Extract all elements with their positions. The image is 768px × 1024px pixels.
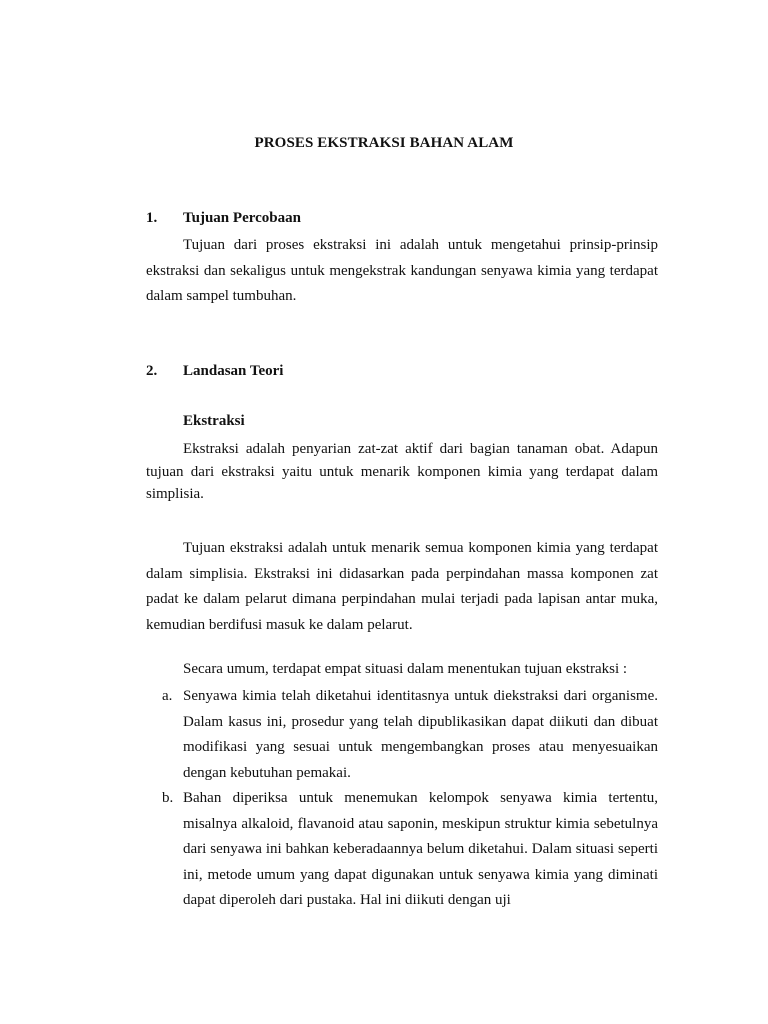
paragraph-text: Tujuan ekstraksi adalah untuk menarik semua komponen kimia yang terdapat dalam simplisia. Ekstraksi ini didasarkan pada perpindahan massa komponen zat padat ke dalam pelarut dimana perpindahan mulai terjadi pada lapisan antar muka, kemudian berdifusi masuk ke dalam pelarut. — [146, 540, 658, 633]
paragraph-text: Tujuan dari proses ekstraksi ini adalah untuk mengetahui prinsip-prinsip ekstraksi dan sekaligus untuk mengekstrak kandungan senyawa kimia yang terdapat dalam sampel tumbuhan. — [146, 237, 658, 304]
section-number: 1. — [146, 210, 158, 226]
section-heading-tujuan — [146, 210, 301, 227]
paragraph-text: Ekstraksi adalah penyarian zat-zat aktif dari bagian tanaman obat. Adapun tujuan dari ekstraksi yaitu untuk menarik komponen kimia yang terdapat dalam simplisia. — [146, 441, 658, 502]
paragraph-tujuan-ekstraksi — [146, 536, 658, 638]
list-marker: b. — [162, 790, 174, 806]
list-item — [146, 786, 658, 914]
list-item — [146, 684, 658, 786]
document-title: PROSES EKSTRAKSI BAHAN ALAM — [254, 135, 514, 151]
paragraph-definisi — [146, 438, 658, 506]
paragraph-situasi: Secara umum, terdapat empat situasi dalam menentukan tujuan ekstraksi : — [183, 661, 628, 677]
list-item-text: Bahan diperiksa untuk menemukan kelompok senyawa kimia tertentu, misalnya alkaloid, flavanoid atau saponin, meskipun struktur kimia sebetulnya dari senyawa ini bahkan keberadaannya belum diketahui. Dalam situasi seperti ini, metode umum yang dapat digunakan untuk senyawa kimia yang diminati dapat diperoleh dari pustaka. Hal ini diikuti dengan uji — [183, 790, 658, 908]
list-marker: a. — [162, 688, 173, 704]
paragraph-tujuan — [146, 233, 658, 310]
section-title: Landasan Teori — [183, 363, 284, 379]
section-title: Tujuan Percobaan — [183, 210, 301, 226]
subheading-ekstraksi: Ekstraksi — [183, 413, 245, 429]
section-number: 2. — [146, 363, 158, 379]
situasi-list — [146, 684, 658, 914]
list-item-text: Senyawa kimia telah diketahui identitasnya untuk diekstraksi dari organisme. Dalam kasus ini, prosedur yang telah dipublikasikan dapat diikuti dan dibuat modifikasi yang sesuai untuk mengembangkan proses atau menyesuaikan dengan kebutuhan pemakai. — [183, 688, 658, 781]
section-heading-landasan — [146, 363, 283, 380]
